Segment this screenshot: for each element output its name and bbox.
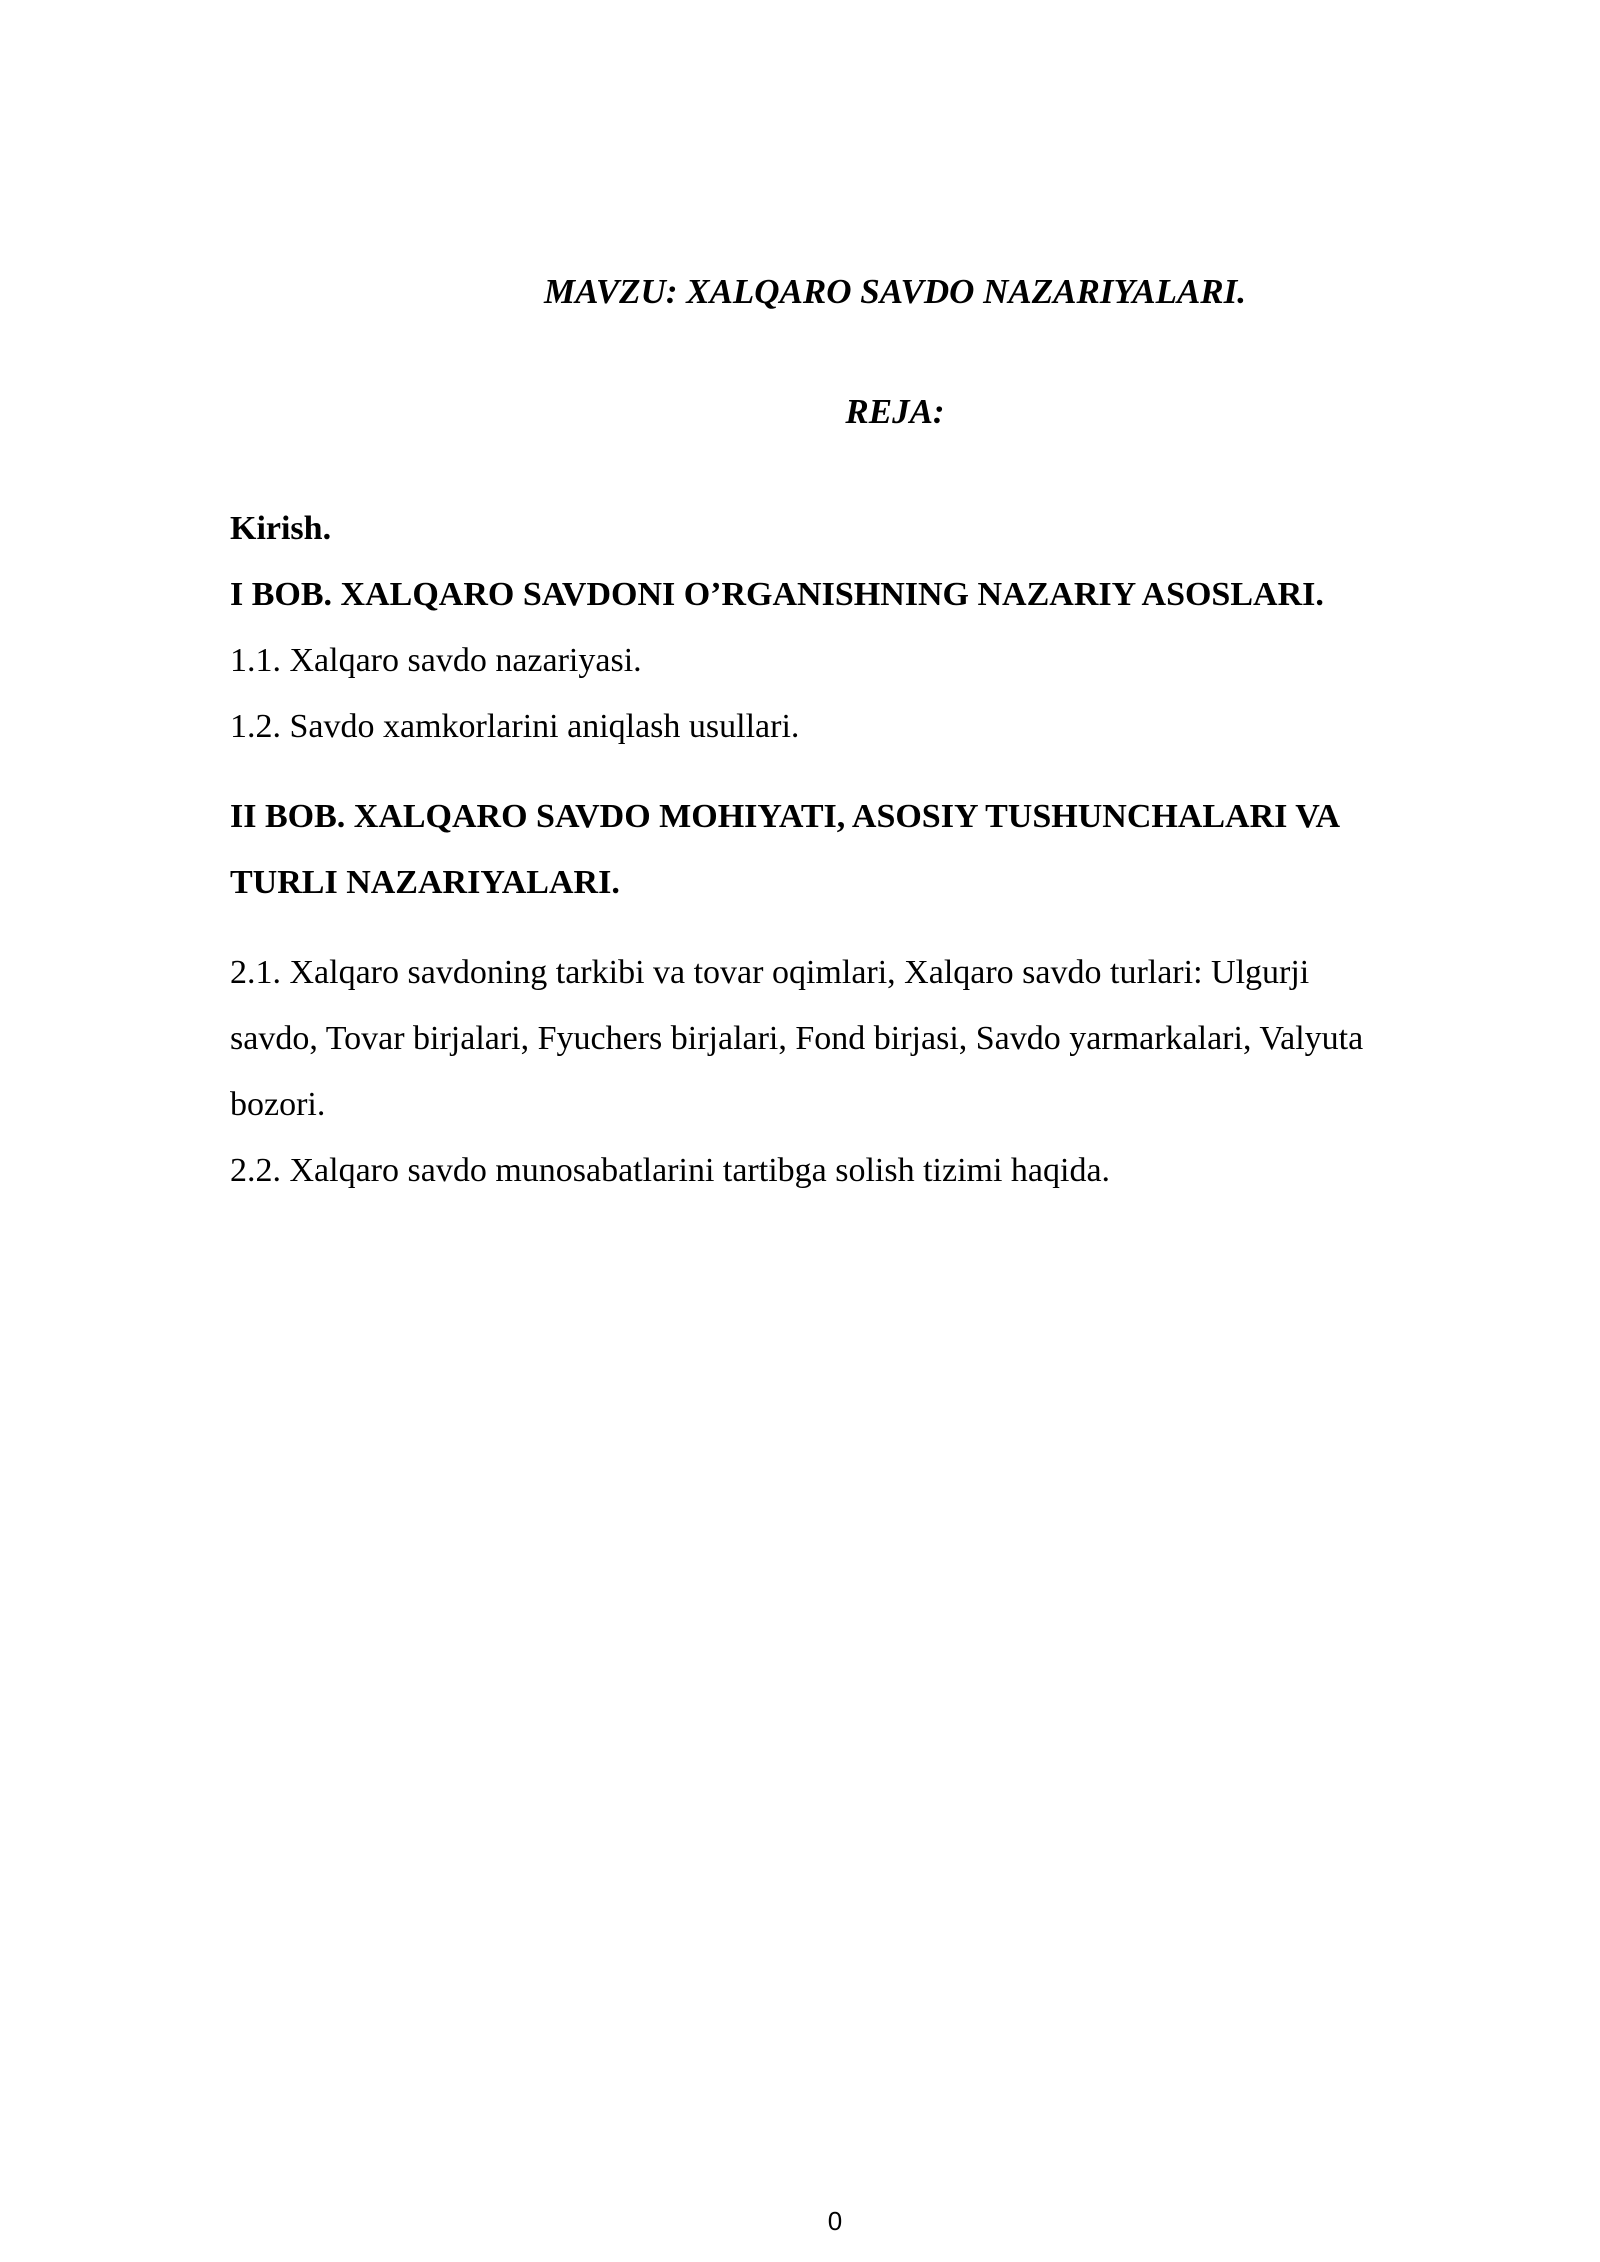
plan-heading: REJA: — [845, 392, 945, 431]
outline-item-1-2: 1.2. Savdo xamkorlarini aniqlash usullari. — [230, 708, 800, 745]
outline-chapter-1: I BOB. XALQARO SAVDONI O’RGANISHNING NAZARIY ASOSLARI. — [230, 576, 1324, 613]
outline-list — [230, 496, 1500, 760]
outline-intro: Kirish. — [230, 510, 332, 547]
outline-item-2-1-line-2: savdo, Tovar birjalari, Fyuchers birjalari, Fond birjasi, Savdo yarmarkalari, Valyuta — [230, 1020, 1364, 1057]
outline-chapter-2-line-1: II BOB. XALQARO SAVDO MOHIYATI, ASOSIY TUSHUNCHALARI VA — [230, 798, 1340, 835]
outline-item-2-1-line-1: 2.1. Xalqaro savdoning tarkibi va tovar oqimlari, Xalqaro savdo turlari: Ulgurji — [230, 954, 1310, 991]
outline-item-2-1-line-3: bozori. — [230, 1086, 326, 1123]
page-number: 0 — [827, 2206, 843, 2236]
outline-chapter-2-line-2: TURLI NAZARIYALARI. — [230, 864, 620, 901]
outline-item-1-1: 1.1. Xalqaro savdo nazariyasi. — [230, 642, 642, 679]
outline-chapter-2-block — [230, 784, 1500, 916]
document-topic-title: MAVZU: XALQARO SAVDO NAZARIYALARI. — [543, 272, 1247, 311]
outline-chapter-2-items — [230, 940, 1500, 1204]
outline-item-2-2: 2.2. Xalqaro savdo munosabatlarini tartibga solish tizimi haqida. — [230, 1152, 1111, 1189]
